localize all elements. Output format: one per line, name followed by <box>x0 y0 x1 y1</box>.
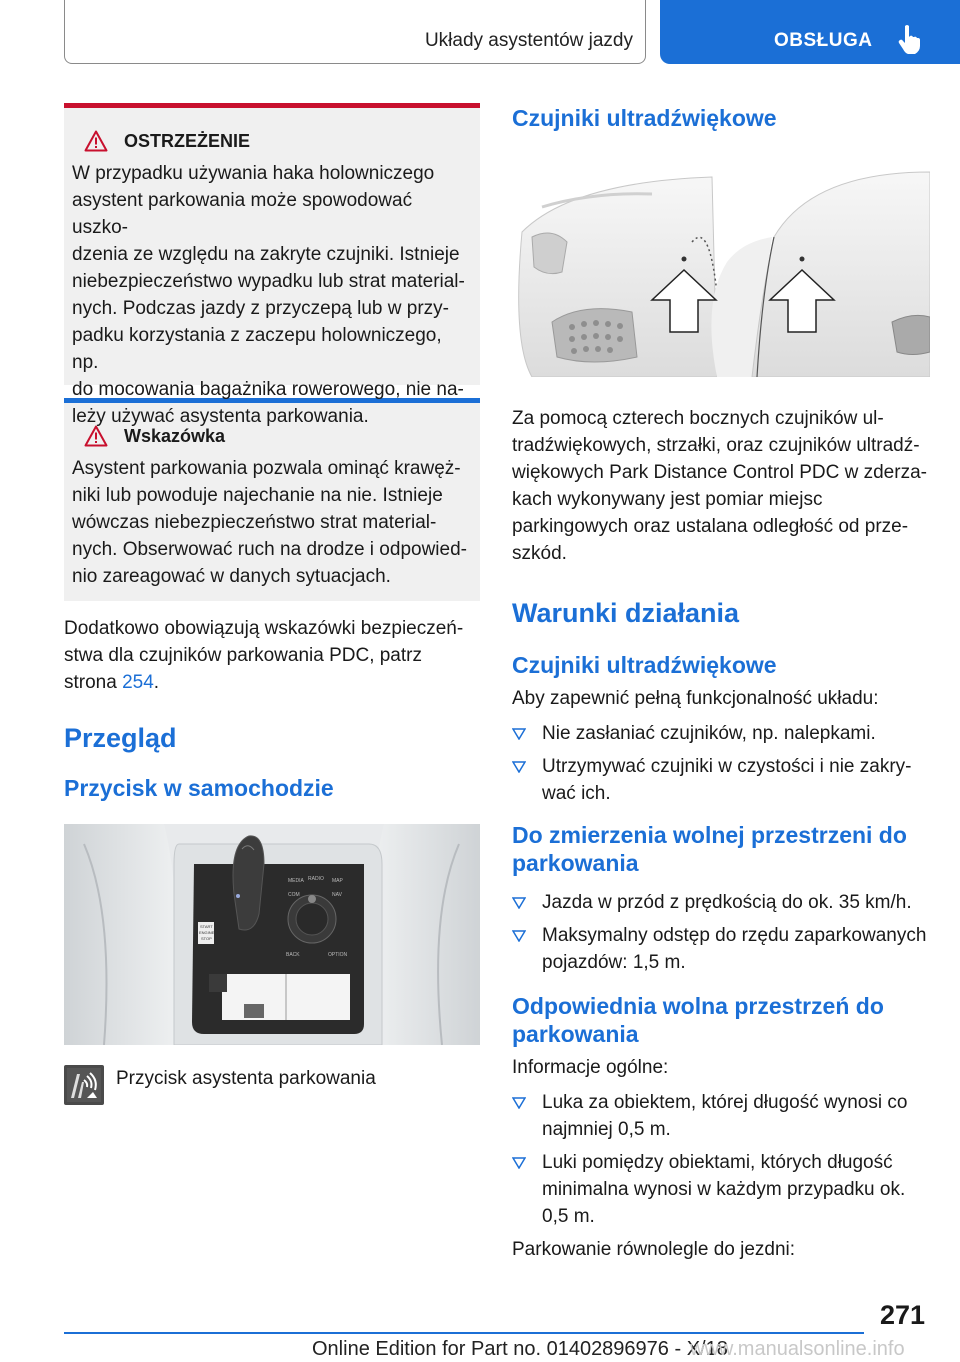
bumper-sensors-illustration <box>512 152 930 377</box>
svg-text:RADIO: RADIO <box>308 876 324 882</box>
button-heading: Przycisk w samochodzie <box>64 775 334 801</box>
svg-text:START: START <box>200 924 213 929</box>
footer-watermark: www.manualsonline.info <box>690 1338 905 1360</box>
svg-text:NAV: NAV <box>332 892 342 898</box>
note-text: Asystent parkowania pozwala ominąć krawęż- niki lub powoduje najechanie na nie. Istnieje wówczas niebezpieczeństwo strat material- nych. Obserwować ruch na drodze i odpowied- nio zareagować w danych sytuacjach. <box>72 458 467 587</box>
parking-assistant-button-icon <box>64 1065 104 1105</box>
pointing-hand-icon <box>896 24 922 54</box>
additional-info: Dodatkowo obowiązują wskazówki bezpieczeń- stwa dla czujników parkowania PDC, patrz strona 254. <box>64 618 464 693</box>
header-tab[interactable] <box>660 0 960 64</box>
triangle-bullet-icon <box>512 897 526 909</box>
left-column <box>64 103 480 1105</box>
svg-text:ENGINE: ENGINE <box>199 930 215 935</box>
svg-text:OPTION: OPTION <box>328 952 348 958</box>
cond-intro: Aby zapewnić pełną funkcjonalność układu: <box>512 688 879 709</box>
warning-box <box>64 103 480 427</box>
right-column <box>512 100 930 1263</box>
triangle-bullet-icon <box>512 930 526 942</box>
list-item: Jazda w przód z prędkością do ok. 35 km/h. <box>512 889 930 916</box>
footer-edition: Online Edition for Part no. 01402896976 - X/18 <box>312 1338 728 1360</box>
svg-text:BACK: BACK <box>286 952 300 958</box>
triangle-bullet-icon <box>512 728 526 740</box>
cond-list <box>512 720 930 807</box>
page-link-254[interactable]: 254 <box>122 672 154 693</box>
parallel-parking-text: Parkowanie równolegle do jezdni: <box>512 1239 796 1260</box>
header-tab-label: OBSŁUGA <box>774 30 873 51</box>
header-section-box <box>64 0 646 64</box>
footer-divider <box>64 1332 864 1334</box>
triangle-bullet-icon <box>512 1157 526 1169</box>
triangle-bullet-icon <box>512 1097 526 1109</box>
space-list <box>512 1089 930 1230</box>
center-console-figure <box>64 824 480 1045</box>
sensors-heading: Czujniki ultradźwiękowe <box>512 105 777 131</box>
warning-title: OSTRZEŻENIE <box>124 130 251 151</box>
measure-heading: Do zmierzenia wolnej przestrzeni do parkowania <box>512 822 907 876</box>
cond-sensors-heading: Czujniki ultradźwiękowe <box>512 652 777 678</box>
warning-text: W przypadku używania haka holowniczego asystent parkowania może spowodować uszko- dzenia ze względu na zakryte czujniki. Istnieje niebezpieczeństwo wypadku lub strat material- nych. Podczas jazdy z przyczepą lub w przy- padku korzystania z zaczepu holowniczego, np. do mocowania bagażnika rowerowego, nie na- leży używać asystenta parkowania. <box>72 163 465 427</box>
space-heading: Odpowiednia wolna przestrzeń do parkowania <box>512 993 884 1047</box>
page-number: 271 <box>880 1300 926 1330</box>
list-item: Nie zasłaniać czujników, np. nalepkami. <box>512 720 930 747</box>
triangle-bullet-icon <box>512 761 526 773</box>
space-intro: Informacje ogólne: <box>512 1057 669 1078</box>
center-console-illustration <box>64 824 480 1045</box>
header-section-title: Układy asystentów jazdy <box>424 30 633 51</box>
conditions-heading: Warunki działania <box>512 598 740 628</box>
svg-text:MAP: MAP <box>332 878 343 884</box>
bumper-sensors-figure <box>512 152 930 377</box>
figure-caption <box>64 1065 480 1105</box>
svg-text:MEDIA: MEDIA <box>288 878 304 884</box>
note-triangle-icon <box>84 425 108 447</box>
sensors-text: Za pomocą czterech bocznych czujników ul- tradźwiękowych, strzałki, oraz czujników ultradź- więkowych Park Distance Control PDC w zderza- kach wykonywany jest pomiar miejsc parkingowych oraz ustalana odległość od prze- szkód. <box>512 408 927 564</box>
caption-text: Przycisk asystenta parkowania <box>116 1068 376 1089</box>
list-item: Maksymalny odstęp do rzędu zaparkowanych pojazdów: 1,5 m. <box>512 922 930 976</box>
list-item: Luki pomiędzy obiektami, których długość minimalna wynosi w każdym przypadku ok. 0,5 m. <box>512 1149 930 1230</box>
svg-text:STOP: STOP <box>201 936 212 941</box>
measure-list <box>512 889 930 976</box>
list-item: Utrzymywać czujniki w czystości i nie zakry- wać ich. <box>512 753 930 807</box>
list-item: Luka za obiektem, której długość wynosi co najmniej 0,5 m. <box>512 1089 930 1143</box>
warning-triangle-icon <box>84 130 108 152</box>
note-title: Wskazówka <box>124 425 226 446</box>
svg-text:COM: COM <box>288 892 300 898</box>
overview-heading: Przegląd <box>64 723 177 753</box>
